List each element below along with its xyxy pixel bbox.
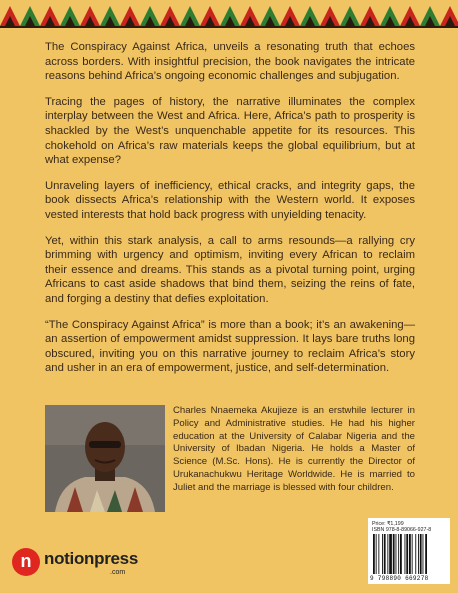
paragraph-3: Unraveling layers of inefficiency, ethical cracks, and integrity gaps, the book dissects Africa’s relationship with the Western world. It exposes vested interests that hold back progress with unyielding tenacity. bbox=[45, 179, 415, 221]
barcode-number: 9 798890 669278 bbox=[370, 575, 429, 582]
publisher-logo bbox=[12, 548, 152, 578]
price-label: Price: ₹1,199 bbox=[372, 521, 404, 527]
barcode bbox=[372, 534, 446, 574]
author-bio: Charles Nnaemeka Akujieze is an erstwhile lecturer in Policy and Administrative studies. He had his higher education at the University of Calabar Nigeria and the University of Ibadan Nigeria. He holds a Master of Science (M.Sc. Hons). He is currently the Director of Urukanachukwu Heritage Worldwide. He is married to Juliet and the marriage is blessed with four children. bbox=[173, 405, 415, 493]
paragraph-5: “The Conspiracy Against Africa” is more than a book; it’s an awakening—an assertion of empowerment amidst suppression. It lays bare truths long obscured, inviting you on this narrative journey to reclaim Africa’s story and usher in an era of empowerment, justice, and self-determination. bbox=[45, 318, 415, 375]
paragraph-4: Yet, within this stark analysis, a call to arms resounds—a rallying cry brimming with urgency and optimism, inviting every African to reclaim their essence and dreams. This stands as a pivotal turning point, urging Africans to cast aside shadows that bind them, seizing the reins of fate, and forging a destiny that defies exploitation. bbox=[45, 234, 415, 305]
decorative-border bbox=[0, 0, 458, 30]
description bbox=[45, 40, 415, 387]
publisher-domain: .com bbox=[110, 569, 126, 576]
author-section bbox=[45, 405, 415, 513]
barcode-panel bbox=[368, 518, 450, 584]
isbn-label: ISBN 978-8-89066-927-8 bbox=[372, 527, 432, 533]
paragraph-1: The Conspiracy Against Africa, unveils a resonating truth that echoes across borders. With insightful precision, the book navigates the intricate reasons behind Africa’s ongoing economic challenges and subjugation. bbox=[45, 41, 415, 83]
publisher-name: notionpress bbox=[44, 549, 138, 568]
publisher-logo-letter: n bbox=[20, 551, 32, 571]
author-photo bbox=[45, 405, 165, 512]
paragraph-2: Tracing the pages of history, the narrative illuminates the complex interplay between the West and Africa. Here, Africa’s path to prosperity is shackled by the West’s unquenchable appetite for its resources. This chokehold on Africa’s raw materials keeps the global equilibrium, but at what expense? bbox=[45, 95, 415, 167]
